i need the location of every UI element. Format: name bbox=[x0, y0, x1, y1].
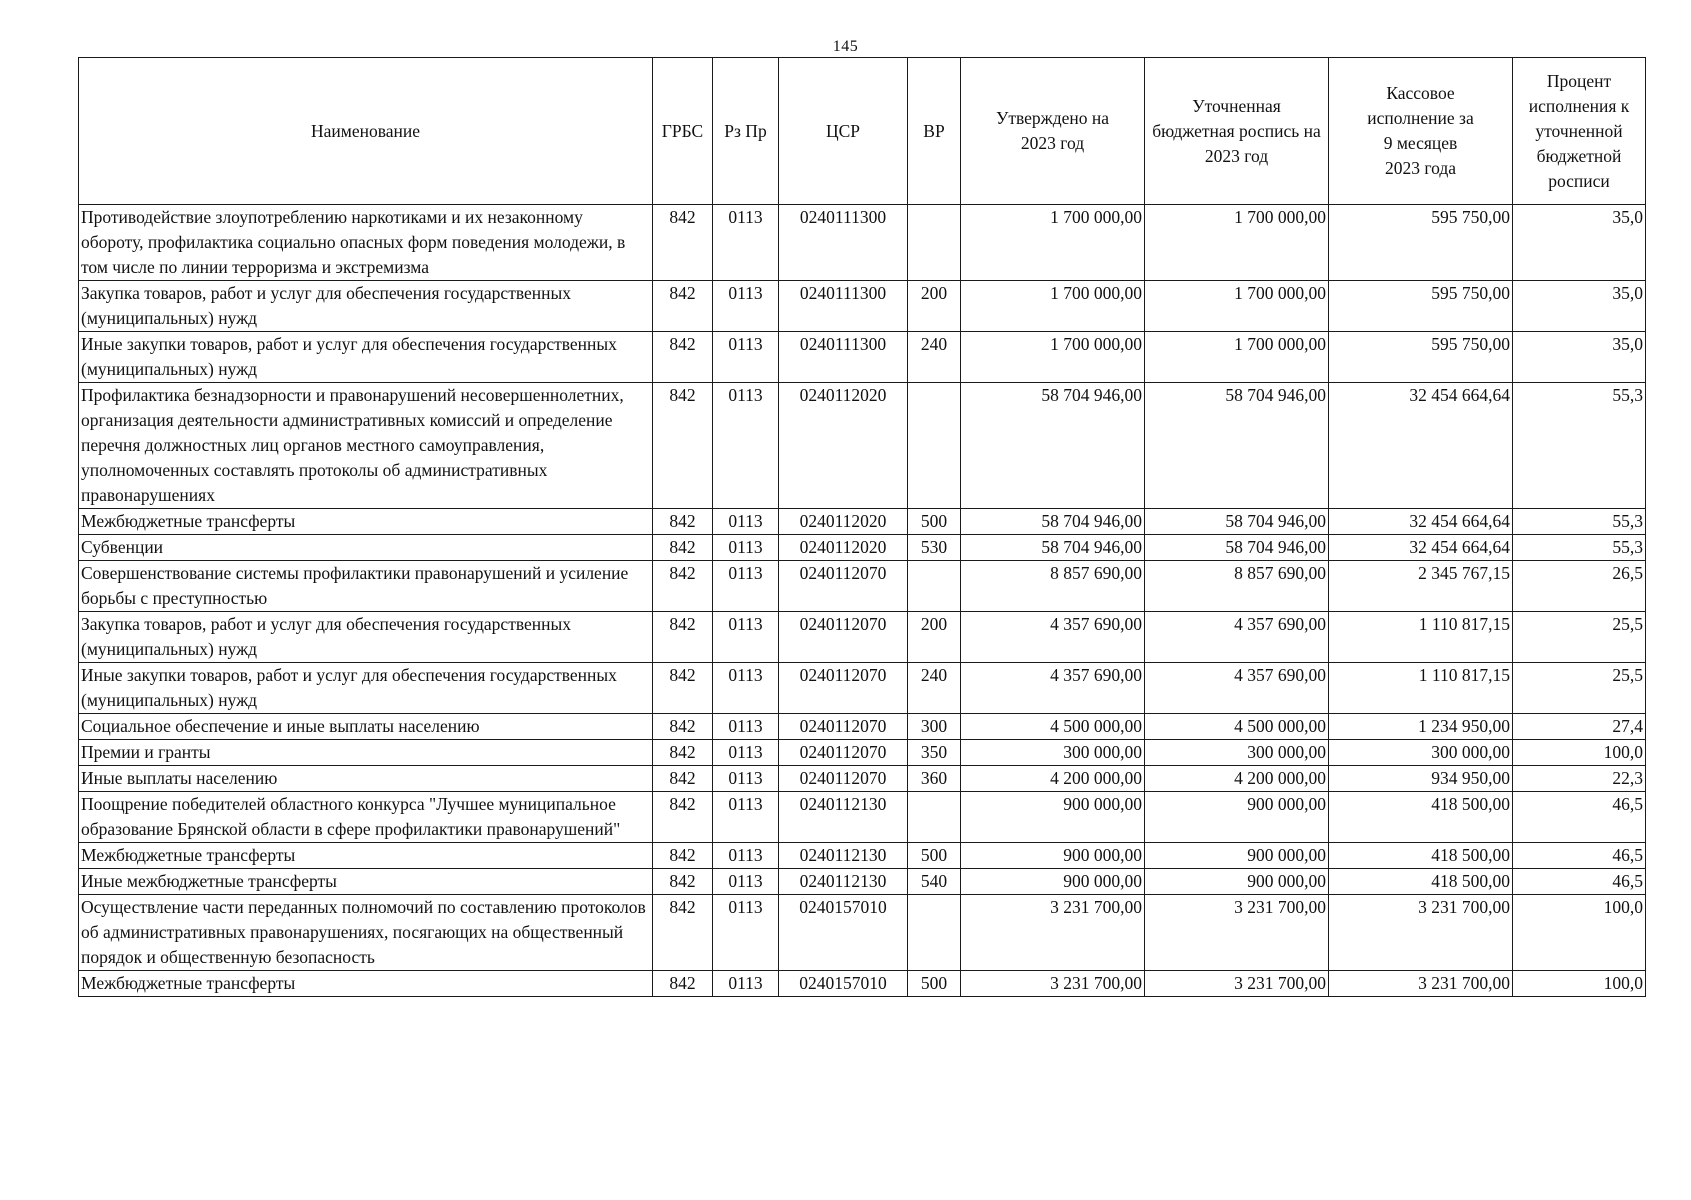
cell-name: Премии и гранты bbox=[79, 740, 653, 766]
table-row bbox=[79, 332, 1646, 383]
cell-vr bbox=[908, 561, 961, 612]
cell-percent: 25,5 bbox=[1513, 612, 1646, 663]
cell-refined: 4 357 690,00 bbox=[1145, 612, 1329, 663]
cell-csr: 0240112130 bbox=[779, 869, 908, 895]
cell-percent: 100,0 bbox=[1513, 740, 1646, 766]
cell-vr: 240 bbox=[908, 332, 961, 383]
cell-rzpr: 0113 bbox=[713, 792, 779, 843]
header-name: Наименование bbox=[79, 58, 653, 205]
header-rzpr: Рз Пр bbox=[713, 58, 779, 205]
cell-approved: 58 704 946,00 bbox=[961, 509, 1145, 535]
cell-csr: 0240112130 bbox=[779, 792, 908, 843]
table-row bbox=[79, 971, 1646, 997]
cell-vr: 500 bbox=[908, 843, 961, 869]
cell-csr: 0240112020 bbox=[779, 509, 908, 535]
page-number: 145 bbox=[832, 38, 859, 55]
cell-rzpr: 0113 bbox=[713, 612, 779, 663]
cell-vr: 360 bbox=[908, 766, 961, 792]
table-row bbox=[79, 766, 1646, 792]
cell-grbs: 842 bbox=[653, 869, 713, 895]
cell-grbs: 842 bbox=[653, 509, 713, 535]
cell-grbs: 842 bbox=[653, 895, 713, 971]
cell-vr: 500 bbox=[908, 509, 961, 535]
cell-approved: 1 700 000,00 bbox=[961, 332, 1145, 383]
cell-grbs: 842 bbox=[653, 766, 713, 792]
table-row bbox=[79, 281, 1646, 332]
cell-cash: 3 231 700,00 bbox=[1329, 971, 1513, 997]
cell-name: Совершенствование системы профилактики правонарушений и усиление борьбы с преступностью bbox=[79, 561, 653, 612]
table-row bbox=[79, 509, 1646, 535]
table-row bbox=[79, 843, 1646, 869]
cell-cash: 418 500,00 bbox=[1329, 869, 1513, 895]
cell-name: Иные закупки товаров, работ и услуг для обеспечения государственных (муниципальных) нужд bbox=[79, 332, 653, 383]
cell-rzpr: 0113 bbox=[713, 509, 779, 535]
cell-rzpr: 0113 bbox=[713, 281, 779, 332]
cell-grbs: 842 bbox=[653, 843, 713, 869]
cell-rzpr: 0113 bbox=[713, 561, 779, 612]
cell-name: Профилактика безнадзорности и правонарушений несовершеннолетних, организация деятельности административных комиссий и определение перечня должностных лиц органов местного самоуправления, уполномоченных составлять протоколы об административных правонарушениях bbox=[79, 383, 653, 509]
cell-percent: 100,0 bbox=[1513, 971, 1646, 997]
header-grbs: ГРБС bbox=[653, 58, 713, 205]
cell-approved: 8 857 690,00 bbox=[961, 561, 1145, 612]
cell-name: Межбюджетные трансферты bbox=[79, 971, 653, 997]
cell-name: Межбюджетные трансферты bbox=[79, 509, 653, 535]
cell-name: Субвенции bbox=[79, 535, 653, 561]
cell-percent: 35,0 bbox=[1513, 332, 1646, 383]
cell-csr: 0240112130 bbox=[779, 843, 908, 869]
cell-csr: 0240112070 bbox=[779, 561, 908, 612]
cell-grbs: 842 bbox=[653, 740, 713, 766]
cell-vr: 500 bbox=[908, 971, 961, 997]
cell-rzpr: 0113 bbox=[713, 383, 779, 509]
cell-grbs: 842 bbox=[653, 792, 713, 843]
cell-approved: 900 000,00 bbox=[961, 869, 1145, 895]
cell-approved: 900 000,00 bbox=[961, 792, 1145, 843]
table-row bbox=[79, 205, 1646, 281]
cell-cash: 32 454 664,64 bbox=[1329, 535, 1513, 561]
cell-rzpr: 0113 bbox=[713, 843, 779, 869]
cell-percent: 46,5 bbox=[1513, 843, 1646, 869]
cell-vr: 530 bbox=[908, 535, 961, 561]
header-row bbox=[79, 58, 1646, 205]
header-percent: Процент исполнения к уточненной бюджетной росписи bbox=[1513, 58, 1646, 205]
table-row bbox=[79, 869, 1646, 895]
cell-grbs: 842 bbox=[653, 535, 713, 561]
cell-csr: 0240112070 bbox=[779, 740, 908, 766]
cell-grbs: 842 bbox=[653, 714, 713, 740]
cell-csr: 0240112070 bbox=[779, 663, 908, 714]
cell-csr: 0240112070 bbox=[779, 612, 908, 663]
table-row bbox=[79, 792, 1646, 843]
cell-cash: 1 110 817,15 bbox=[1329, 612, 1513, 663]
cell-cash: 595 750,00 bbox=[1329, 281, 1513, 332]
cell-name: Закупка товаров, работ и услуг для обеспечения государственных (муниципальных) нужд bbox=[79, 281, 653, 332]
cell-refined: 900 000,00 bbox=[1145, 792, 1329, 843]
cell-grbs: 842 bbox=[653, 332, 713, 383]
cell-vr: 200 bbox=[908, 281, 961, 332]
cell-name: Социальное обеспечение и иные выплаты населению bbox=[79, 714, 653, 740]
cell-refined: 4 500 000,00 bbox=[1145, 714, 1329, 740]
cell-refined: 4 200 000,00 bbox=[1145, 766, 1329, 792]
cell-percent: 26,5 bbox=[1513, 561, 1646, 612]
cell-refined: 900 000,00 bbox=[1145, 869, 1329, 895]
cell-approved: 1 700 000,00 bbox=[961, 205, 1145, 281]
cell-approved: 3 231 700,00 bbox=[961, 895, 1145, 971]
cell-rzpr: 0113 bbox=[713, 205, 779, 281]
cell-csr: 0240112070 bbox=[779, 766, 908, 792]
cell-approved: 4 357 690,00 bbox=[961, 663, 1145, 714]
cell-refined: 1 700 000,00 bbox=[1145, 332, 1329, 383]
cell-percent: 35,0 bbox=[1513, 205, 1646, 281]
cell-percent: 100,0 bbox=[1513, 895, 1646, 971]
cell-vr bbox=[908, 383, 961, 509]
cell-approved: 4 200 000,00 bbox=[961, 766, 1145, 792]
cell-name: Осуществление части переданных полномочий по составлению протоколов об административных правонарушениях, посягающих на общественный порядок и общественную безопасность bbox=[79, 895, 653, 971]
cell-cash: 595 750,00 bbox=[1329, 332, 1513, 383]
cell-refined: 4 357 690,00 bbox=[1145, 663, 1329, 714]
table-header bbox=[79, 58, 1646, 205]
cell-refined: 8 857 690,00 bbox=[1145, 561, 1329, 612]
cell-approved: 300 000,00 bbox=[961, 740, 1145, 766]
cell-rzpr: 0113 bbox=[713, 535, 779, 561]
cell-vr: 240 bbox=[908, 663, 961, 714]
cell-grbs: 842 bbox=[653, 561, 713, 612]
cell-name: Иные выплаты населению bbox=[79, 766, 653, 792]
cell-name: Закупка товаров, работ и услуг для обеспечения государственных (муниципальных) нужд bbox=[79, 612, 653, 663]
cell-approved: 58 704 946,00 bbox=[961, 383, 1145, 509]
cell-percent: 22,3 bbox=[1513, 766, 1646, 792]
cell-grbs: 842 bbox=[653, 205, 713, 281]
cell-percent: 46,5 bbox=[1513, 869, 1646, 895]
cell-grbs: 842 bbox=[653, 281, 713, 332]
cell-percent: 55,3 bbox=[1513, 509, 1646, 535]
cell-rzpr: 0113 bbox=[713, 766, 779, 792]
header-refined: Уточненная бюджетная роспись на 2023 год bbox=[1145, 58, 1329, 205]
cell-refined: 300 000,00 bbox=[1145, 740, 1329, 766]
cell-rzpr: 0113 bbox=[713, 740, 779, 766]
cell-csr: 0240112070 bbox=[779, 714, 908, 740]
header-vr: ВР bbox=[908, 58, 961, 205]
cell-csr: 0240157010 bbox=[779, 971, 908, 997]
cell-refined: 1 700 000,00 bbox=[1145, 205, 1329, 281]
cell-refined: 58 704 946,00 bbox=[1145, 383, 1329, 509]
cell-percent: 27,4 bbox=[1513, 714, 1646, 740]
cell-approved: 1 700 000,00 bbox=[961, 281, 1145, 332]
cell-percent: 46,5 bbox=[1513, 792, 1646, 843]
cell-cash: 934 950,00 bbox=[1329, 766, 1513, 792]
cell-vr: 300 bbox=[908, 714, 961, 740]
cell-csr: 0240111300 bbox=[779, 332, 908, 383]
cell-percent: 25,5 bbox=[1513, 663, 1646, 714]
cell-approved: 58 704 946,00 bbox=[961, 535, 1145, 561]
cell-csr: 0240111300 bbox=[779, 205, 908, 281]
cell-vr bbox=[908, 205, 961, 281]
cell-approved: 3 231 700,00 bbox=[961, 971, 1145, 997]
cell-vr bbox=[908, 792, 961, 843]
cell-cash: 300 000,00 bbox=[1329, 740, 1513, 766]
cell-cash: 3 231 700,00 bbox=[1329, 895, 1513, 971]
cell-name: Иные закупки товаров, работ и услуг для обеспечения государственных (муниципальных) нужд bbox=[79, 663, 653, 714]
cell-percent: 35,0 bbox=[1513, 281, 1646, 332]
cell-rzpr: 0113 bbox=[713, 714, 779, 740]
cell-rzpr: 0113 bbox=[713, 869, 779, 895]
cell-vr: 350 bbox=[908, 740, 961, 766]
cell-cash: 1 234 950,00 bbox=[1329, 714, 1513, 740]
cell-rzpr: 0113 bbox=[713, 971, 779, 997]
table-row bbox=[79, 663, 1646, 714]
table-row bbox=[79, 895, 1646, 971]
cell-name: Поощрение победителей областного конкурса "Лучшее муниципальное образование Брянской области в сфере профилактики правонарушений" bbox=[79, 792, 653, 843]
cell-name: Иные межбюджетные трансферты bbox=[79, 869, 653, 895]
cell-cash: 418 500,00 bbox=[1329, 843, 1513, 869]
cell-name: Противодействие злоупотреблению наркотиками и их незаконному обороту, профилактика социально опасных форм поведения молодежи, в том числе по линии терроризма и экстремизма bbox=[79, 205, 653, 281]
cell-vr: 200 bbox=[908, 612, 961, 663]
cell-refined: 1 700 000,00 bbox=[1145, 281, 1329, 332]
cell-vr: 540 bbox=[908, 869, 961, 895]
cell-csr: 0240112020 bbox=[779, 383, 908, 509]
cell-refined: 58 704 946,00 bbox=[1145, 509, 1329, 535]
cell-cash: 32 454 664,64 bbox=[1329, 509, 1513, 535]
cell-csr: 0240111300 bbox=[779, 281, 908, 332]
cell-grbs: 842 bbox=[653, 971, 713, 997]
cell-refined: 3 231 700,00 bbox=[1145, 895, 1329, 971]
table-body bbox=[79, 205, 1646, 997]
cell-cash: 418 500,00 bbox=[1329, 792, 1513, 843]
cell-rzpr: 0113 bbox=[713, 332, 779, 383]
cell-cash: 595 750,00 bbox=[1329, 205, 1513, 281]
cell-grbs: 842 bbox=[653, 612, 713, 663]
table-row bbox=[79, 561, 1646, 612]
cell-approved: 4 500 000,00 bbox=[961, 714, 1145, 740]
table-row bbox=[79, 714, 1646, 740]
cell-rzpr: 0113 bbox=[713, 895, 779, 971]
table-row bbox=[79, 740, 1646, 766]
cell-grbs: 842 bbox=[653, 383, 713, 509]
header-approved: Утверждено на 2023 год bbox=[961, 58, 1145, 205]
cell-refined: 900 000,00 bbox=[1145, 843, 1329, 869]
cell-percent: 55,3 bbox=[1513, 535, 1646, 561]
table-row bbox=[79, 612, 1646, 663]
budget-execution-table bbox=[78, 57, 1646, 997]
cell-vr bbox=[908, 895, 961, 971]
cell-name: Межбюджетные трансферты bbox=[79, 843, 653, 869]
cell-approved: 4 357 690,00 bbox=[961, 612, 1145, 663]
cell-refined: 3 231 700,00 bbox=[1145, 971, 1329, 997]
cell-percent: 55,3 bbox=[1513, 383, 1646, 509]
cell-cash: 2 345 767,15 bbox=[1329, 561, 1513, 612]
cell-approved: 900 000,00 bbox=[961, 843, 1145, 869]
header-csr: ЦСР bbox=[779, 58, 908, 205]
cell-rzpr: 0113 bbox=[713, 663, 779, 714]
header-cash: Кассовое исполнение за 9 месяцев 2023 года bbox=[1329, 58, 1513, 205]
cell-cash: 32 454 664,64 bbox=[1329, 383, 1513, 509]
cell-grbs: 842 bbox=[653, 663, 713, 714]
table-row bbox=[79, 383, 1646, 509]
cell-csr: 0240112020 bbox=[779, 535, 908, 561]
cell-refined: 58 704 946,00 bbox=[1145, 535, 1329, 561]
cell-csr: 0240157010 bbox=[779, 895, 908, 971]
table-row bbox=[79, 535, 1646, 561]
cell-cash: 1 110 817,15 bbox=[1329, 663, 1513, 714]
